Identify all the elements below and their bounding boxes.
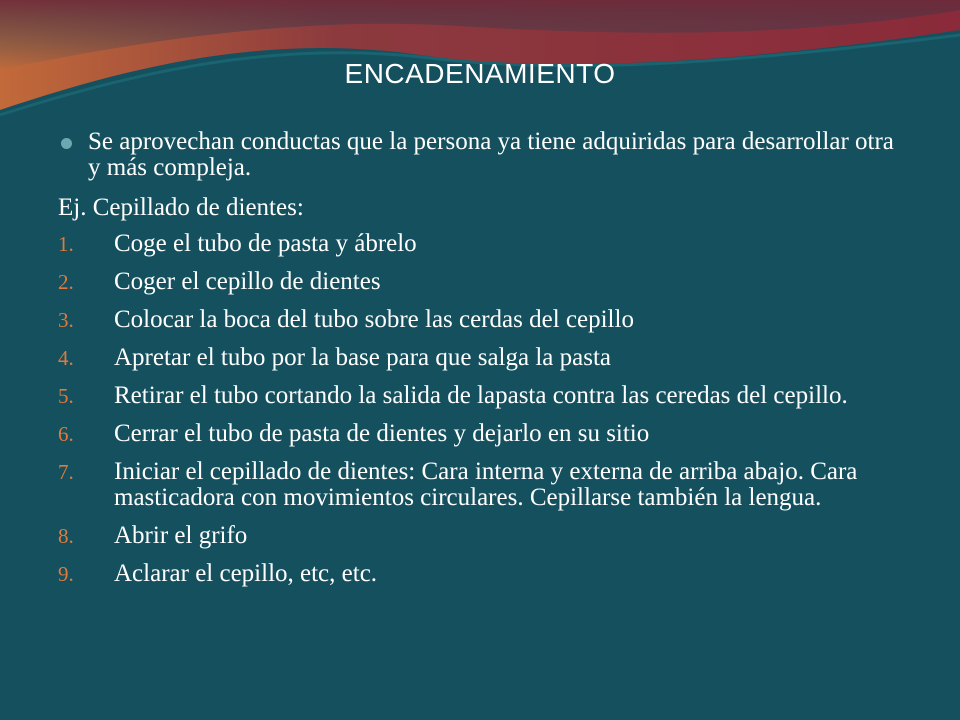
bullet-dot-icon: [61, 138, 72, 149]
list-item: [58, 231, 898, 257]
list-item: [58, 345, 898, 371]
list-item: [58, 561, 898, 587]
step-number: 6.: [58, 422, 74, 446]
step-number: 2.: [58, 270, 74, 294]
steps-list: [58, 231, 898, 587]
list-item: [58, 269, 898, 295]
step-text: Apretar el tubo por la base para que salga la pasta: [114, 344, 612, 371]
step-number: 7.: [58, 460, 74, 484]
step-number: 1.: [58, 232, 74, 256]
slide-body: [58, 129, 898, 587]
list-item: [58, 307, 898, 333]
slide-title: ENCADENAMIENTO: [344, 58, 616, 89]
step-text: Retirar el tubo cortando la salida de lapasta contra las ceredas del cepillo.: [114, 382, 848, 409]
step-number: 5.: [58, 384, 74, 408]
step-text: Coger el cepillo de dientes: [114, 268, 381, 295]
step-text: Abrir el grifo: [114, 522, 248, 549]
step-number: 9.: [58, 562, 74, 586]
step-text: Aclarar el cepillo, etc, etc.: [114, 560, 378, 587]
step-text: Cerrar el tubo de pasta de dientes y dejarlo en su sitio: [114, 420, 650, 447]
step-text: Iniciar el cepillado de dientes: Cara interna y externa de arriba abajo. Cara masticadora con movimientos circulares. Cepillarse también la lengua.: [114, 458, 858, 511]
example-label: Ej. Cepillado de dientes:: [58, 194, 304, 221]
step-text: Colocar la boca del tubo sobre las cerdas del cepillo: [114, 306, 634, 333]
step-number: 4.: [58, 346, 74, 370]
step-text: Coge el tubo de pasta y ábrelo: [114, 230, 417, 257]
step-number: 3.: [58, 308, 74, 332]
intro-text: Se aprovechan conductas que la persona ya tiene adquiridas para desarrollar otra y más compleja.: [88, 128, 894, 181]
list-item: [58, 459, 898, 511]
list-item: [58, 383, 898, 409]
step-number: 8.: [58, 524, 74, 548]
intro-bullet: [58, 129, 898, 181]
list-item: [58, 421, 898, 447]
list-item: [58, 523, 898, 549]
